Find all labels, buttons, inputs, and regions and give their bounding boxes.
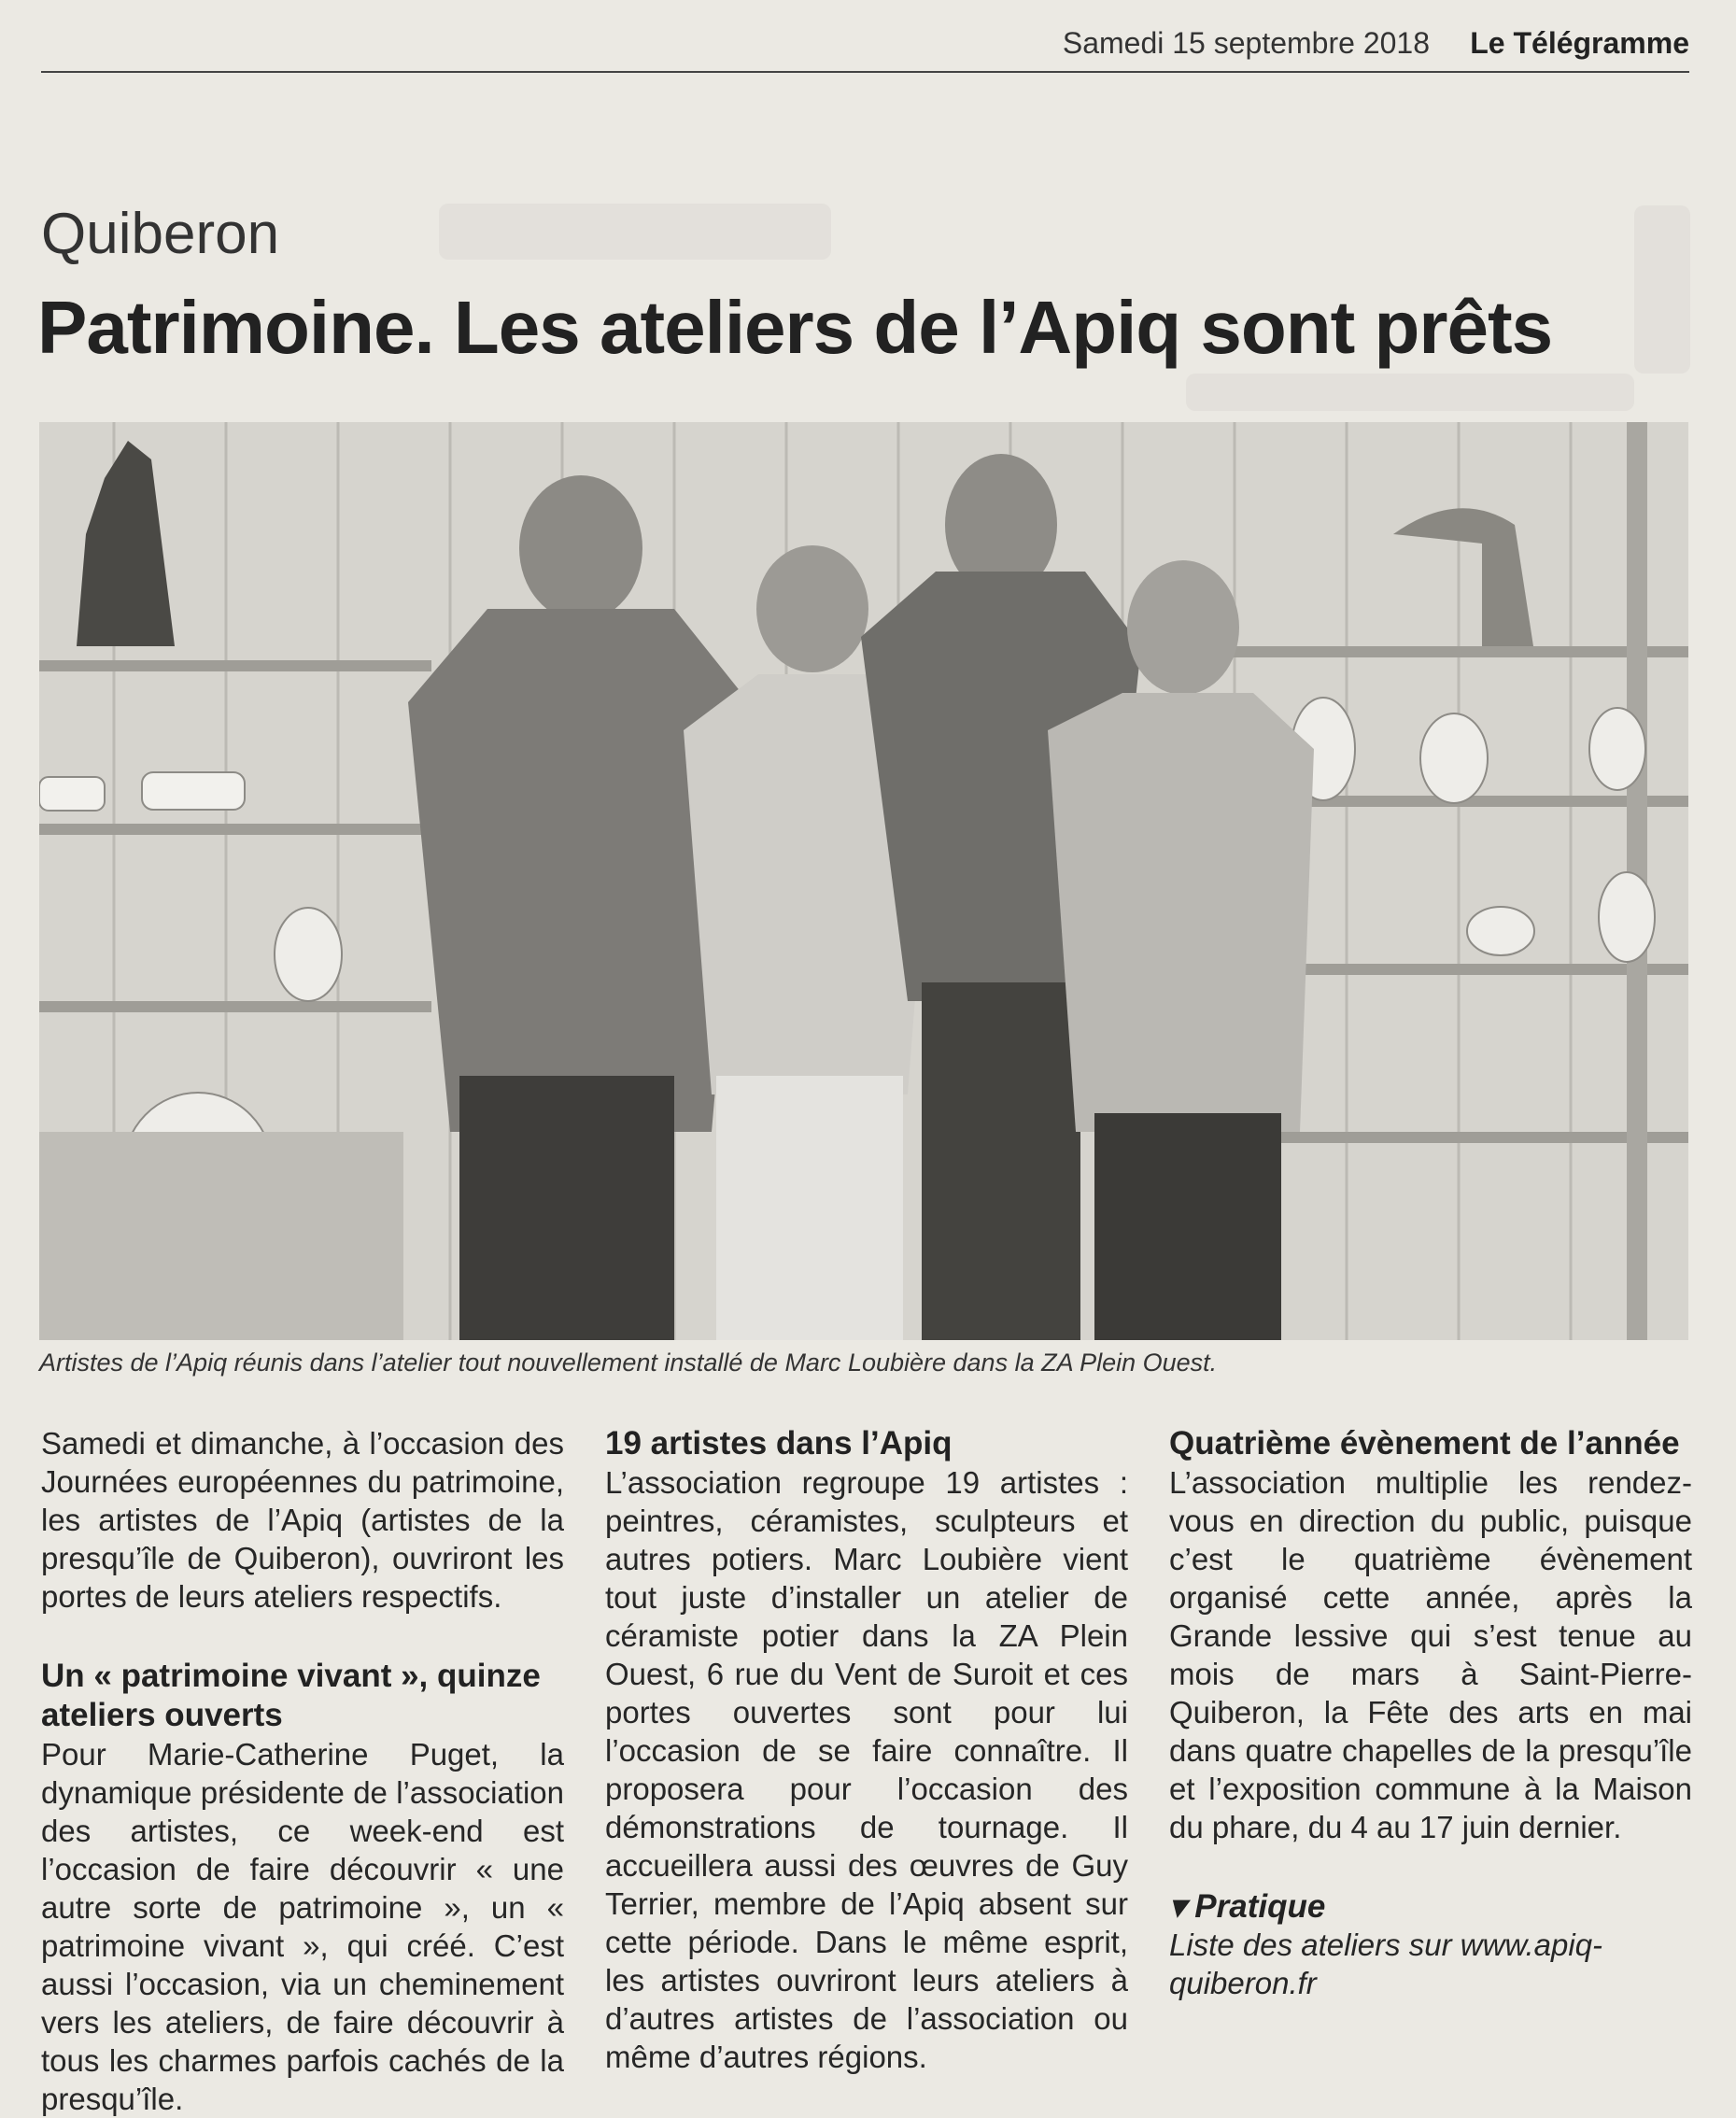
article-intro: Samedi et dimanche, à l’occasion des Journées européennes du patrimoine, les artistes de l’Apiq (artistes de la presqu’île de Quiberon), ouvriront les portes de leurs ateliers respectifs. [41,1426,564,1614]
bleed-through-shape [439,204,831,260]
newspaper-name: Le Télégramme [1470,26,1689,60]
article-photo [39,422,1688,1340]
column-1 [41,1424,564,2118]
column-2 [605,1424,1128,2076]
section-text-patrimoine-vivant: Pour Marie-Catherine Puget, la dynamique présidente de l’association des artistes, ce week-end est l’occasion de faire découvrir « une autre sorte de patrimoine », un « patrimoine vivant », qui créé. C’est aussi l’occasion, via un cheminement vers les ateliers, de faire découvrir à tous les charmes parfois cachés de la presqu’île. [41,1737,564,2116]
pratique-heading: ▾ Pratique [1169,1888,1326,1925]
section-heading-19-artistes: 19 artistes dans l’Apiq [605,1425,953,1461]
section-text-19-artistes: L’association regroupe 19 artistes : peintres, céramistes, sculpteurs et autres potiers. Marc Loubière vient tout juste d’installer un atelier de céramiste potier dans la ZA Plein Ouest, 6 rue du Vent de Suroit et ces portes ouvertes sont pour lui l’occasion de se faire connaître. Il proposera pour l’occasion des démonstrations de tournage. Il accueillera aussi des œuvres de Guy Terrier, membre de l’Apiq absent sur cette période. Dans le même esprit, les artistes ouvriront leurs ateliers à d’autres artistes de l’association ou même d’autres régions. [605,1465,1128,2074]
article-kicker: Quiberon [41,202,280,266]
section-heading-patrimoine-vivant: Un « patrimoine vivant », quinze ateliers ouverts [41,1658,541,1733]
bleed-through-shape [1186,374,1634,411]
column-3 [1169,1424,1692,2002]
section-text-quatrieme-evenement: L’association multiplie les rendez-vous en direction du public, puisque c’est le quatrième évènement organisé cette année, après la Grande lessive qui s’est tenue au mois de mars à Saint-Pierre-Quiberon, la Fête des arts en mai dans quatre chapelles de la presqu’île et l’exposition commune à la Maison du phare, du 4 au 17 juin dernier. [1169,1465,1692,1844]
article-headline: Patrimoine. Les ateliers de l’Apiq sont prêts [37,286,1553,369]
photo-caption: Artistes de l’Apiq réunis dans l’atelier tout nouvellement installé de Marc Loubière dans la ZA Plein Ouest. [39,1348,1218,1377]
section-heading-quatrieme-evenement: Quatrième évènement de l’année [1169,1425,1680,1461]
masthead [41,19,1689,73]
workshop-group-photo [39,422,1688,1340]
issue-date: Samedi 15 septembre 2018 [1062,26,1430,60]
pratique-link-text: Liste des ateliers sur www.apiq-quiberon.fr [1169,1927,1603,2000]
